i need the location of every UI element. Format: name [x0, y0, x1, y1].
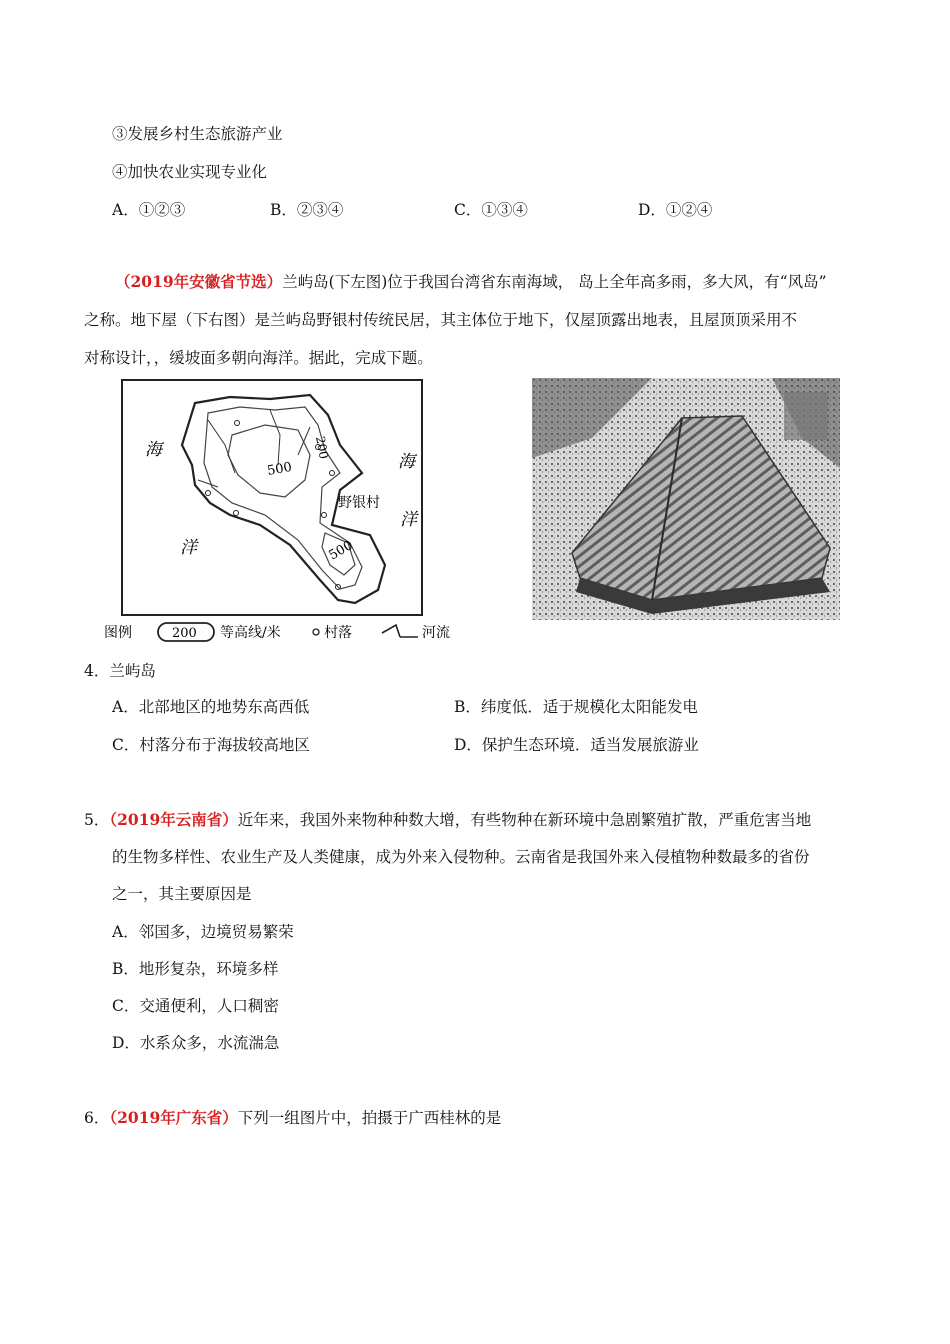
question-5-option-c: C．交通便利，人口稠密 [112, 997, 279, 1015]
passage-line-3: 对称设计，，缓坡面多朝向海洋。据此，完成下题。 [84, 349, 433, 367]
sea-label-left-2: 洋 [180, 538, 197, 558]
passage-line-1 [115, 270, 827, 292]
question-5-text-1: 近年来，我国外来物种种数大增，有些物种在新环境中急剧繁殖扩散，严重危害当地 [237, 811, 812, 829]
village-label: 野银村 [338, 495, 380, 511]
legend-river-symbol [382, 625, 418, 637]
contour-label-500-b: 500 [326, 538, 356, 564]
question-4-option-d: D．保护生态环境．适当发展旅游业 [454, 736, 699, 754]
question-5-option-b: B．地形复杂，环境多样 [112, 960, 279, 978]
question-4-text: 兰屿岛 [109, 662, 156, 680]
question-4-option-c: C．村落分布于海拔较高地区 [112, 736, 310, 754]
sea-label-left-1: 海 [145, 440, 162, 460]
question-5-line-3: 之一，其主要原因是 [112, 885, 252, 903]
question-5-line-2: 的生物多样性、农业生产及人类健康，成为外来入侵物种。云南省是我国外来入侵植物种数最多的省份 [112, 848, 810, 866]
sea-label-right-1: 海 [398, 452, 415, 472]
question-6-source: （2019年广东省） [109, 1108, 238, 1127]
option-item-3: ③发展乡村生态旅游产业 [112, 125, 283, 143]
passage-line-2: 之称。地下屋（下右图）是兰屿岛野银村传统民居，其主体位于地下，仅屋顶露出地表，且屋顶顶采用不 [84, 311, 798, 329]
question-6-stem [84, 1106, 501, 1128]
legend-village: 村落 [324, 625, 352, 641]
choice-b: B．②③④ [270, 201, 344, 219]
question-6-text: 下列一组图片中，拍摄于广西桂林的是 [237, 1109, 502, 1127]
option-item-4: ④加快农业实现专业化 [112, 163, 268, 181]
passage-text-1: 兰屿岛(下左图)位于我国台湾省东南海域， 岛上全年高多雨，多大风，有“风岛” [282, 273, 827, 291]
choice-a: A．①②③ [112, 201, 186, 219]
contour-label-200: 200 [313, 435, 331, 461]
legend-prefix: 图例 [104, 625, 132, 641]
legend-village-symbol [313, 629, 319, 635]
question-6-number: 6． [84, 1109, 110, 1127]
question-5-source: （2019年云南省） [109, 810, 238, 829]
legend-contour: 等高线/米 [220, 625, 281, 641]
question-5-number: 5． [84, 811, 110, 829]
question-4-option-b: B．纬度低．适于规模化太阳能发电 [454, 698, 698, 716]
lanyu-island-map [100, 375, 480, 647]
legend-value: 200 [172, 626, 197, 641]
passage-source: （2019年安徽省节选） [115, 272, 283, 291]
underground-house-photo [532, 378, 840, 620]
choice-c: C．①③④ [454, 201, 528, 219]
question-4-stem [84, 659, 156, 681]
question-4-number: 4． [84, 662, 110, 680]
question-5-option-a: A．邻国多，边境贸易繁荣 [112, 923, 294, 941]
contour-label-500-a: 500 [266, 459, 294, 479]
question-5-option-d: D．水系众多，水流湍急 [112, 1034, 280, 1052]
question-5-line-1 [84, 808, 811, 830]
question-4-option-a: A．北部地区的地势东高西低 [112, 698, 310, 716]
sea-label-right-2: 洋 [400, 510, 417, 530]
legend-river: 河流 [422, 625, 450, 641]
choice-d: D．①②④ [638, 201, 713, 219]
